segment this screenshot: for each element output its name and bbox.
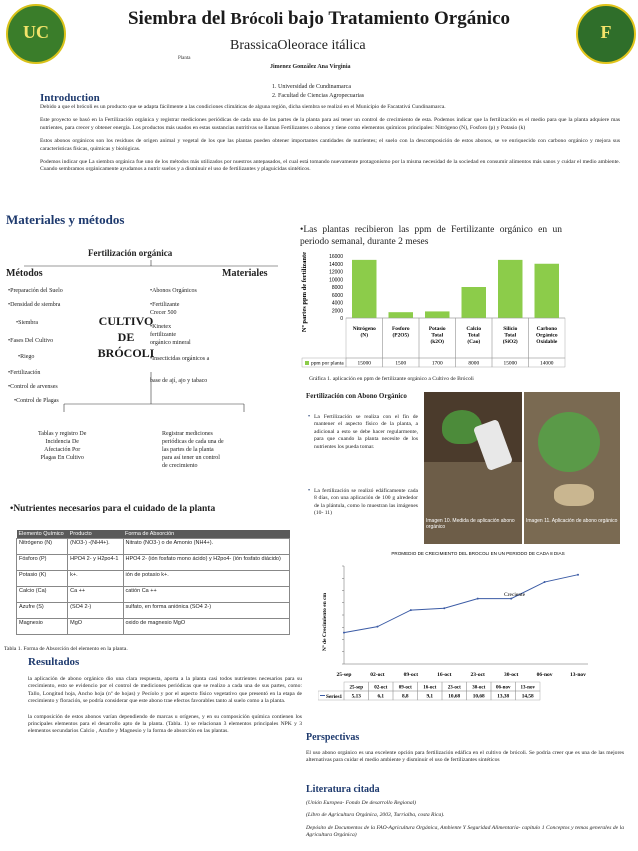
materiales-heading: Materiales y métodos: [6, 212, 125, 227]
ppm-ylabel: Nº partes ppm de fertilizante: [301, 252, 308, 333]
ppm-category-label: Carbono Orgánico Oxidable: [535, 326, 558, 345]
ppm-category-label: Fosforo (P2O5): [391, 326, 410, 339]
table-row: Fósforo (P) HPO4 2- y H2po4-1 HPO4 2- (ión fosfato mono ácido) y H2po4- (ión fosfato diácido): [17, 555, 290, 571]
metodo-item: •Preparación del Suelo: [8, 288, 63, 294]
logo-mark-icon: UC: [23, 22, 49, 42]
metodo-item: •Fases Del Cultivo: [8, 338, 54, 344]
material-item: •Kinetex: [150, 324, 172, 330]
metodo-item: •Fertilización: [8, 370, 41, 376]
poster-title: Siembra del Brócoli bajo Tratamiento Orgánico: [127, 8, 511, 29]
cultivo-center: CULTIVO DE BRÓCOLI: [97, 314, 155, 360]
ppm-caption: Gráfica 1. aplicación en ppm de fertilizante orgánico a Cultivo de Brócoli: [309, 376, 474, 382]
table-header: Forma de Absorción: [123, 530, 290, 539]
ppm-bar: [352, 260, 377, 318]
ppm-bar: [425, 311, 450, 318]
material-item: base de ají, ajo y tabaco: [150, 378, 208, 384]
growth-table-category: 30-oct: [472, 685, 486, 691]
nutrientes-table: [16, 530, 290, 635]
metodo-item: •Control de Plagas: [14, 398, 59, 404]
ppm-heading: •Las plantas recibieron las ppm de Fertilizante orgánico en un periodo semanal, durante 2 meses: [300, 225, 562, 247]
ppm-bar: [498, 260, 523, 318]
resultados-text: la aplicación de abono orgánico dio una clara respuesta, aporta a la planta casi todos nutrientes necesarios para su crecimiento, esto se evidencio por el control de mediciones periódicas que se realizo a cada una de sus partes, como: Tallo, Longitud hoja, Ancho hoja (nº de hojas) y Pecíolo y por el aspecto físico vegetativo que presentó en la etapa de crecimiento y floración, se podría considerar que este abono trae efectos favorables tanto al suelo como a la planta. la composición de estos abonos varían dependiendo de marcas u orígenes, y en su composición química contienen los principales elementos para el desarrollo apto de la planta. (Tabla. 1) se relacionan 3 elementos principales NPK y 3 elementos secundarios Calcio , Azufre y Magnesio y la forma de absorción en las plantas.: [28, 676, 302, 735]
growth-table-category: 09-oct: [398, 685, 412, 691]
logo-mark-icon: F: [600, 22, 612, 42]
ppm-ytick: 12000: [329, 269, 343, 276]
plant-leaves-icon: [538, 412, 600, 472]
ppm-value-label: 15000: [503, 360, 517, 367]
bottom-left-box: Tablas y registro De Incidencia De Afectación Por Plagas En Cultivo: [38, 431, 87, 461]
growth-chart: [318, 552, 638, 718]
metodo-item: •Densidad de siembra: [8, 302, 61, 308]
photo-abono-application: Imagen 11. Aplicación de abono orgánico: [524, 392, 620, 544]
ppm-ytick: 10000: [329, 277, 343, 284]
ppm-value-label: 15000: [357, 360, 371, 367]
growth-table-category: 23-oct: [447, 685, 461, 691]
diagram-title: Fertilización orgánica: [88, 248, 173, 258]
growth-xtick-label: 23-oct: [470, 672, 485, 678]
growth-xtick-label: 16-oct: [437, 672, 452, 678]
growth-point: [544, 581, 546, 583]
table-row: Nitrógeno (N) (NO3-) -(NH4+). Nitrato (NO3-) o de Amonio (NH4+).: [17, 539, 290, 555]
growth-chart-svg: [318, 552, 638, 718]
growth-ylabel: Nº de Crecimiento en cm: [322, 592, 328, 652]
growth-value-label: 8,8: [401, 693, 409, 700]
growth-value-label: 9,1: [426, 693, 434, 700]
poster-subtitle: BrassicaOleorace itálica: [230, 38, 366, 53]
growth-table-category: 16-oct: [423, 685, 437, 691]
ppm-chart-svg: [300, 252, 622, 370]
ppm-bar: [462, 287, 487, 318]
growth-point: [343, 632, 345, 634]
growth-xtick-label: 06-nov: [536, 672, 553, 678]
literatura-heading: Literatura citada: [306, 784, 380, 795]
nutrientes-heading: •Nutrientes necesarios para el cuidado de la planta: [10, 504, 216, 514]
material-item: •Abonos Orgánicos: [150, 288, 197, 294]
growth-xtick-label: 02-oct: [370, 672, 385, 678]
photo-abono-measure: Imagen 10. Medida de aplicación abono orgánico: [424, 392, 522, 544]
ppm-value-label: 14000: [540, 360, 554, 367]
ppm-chart: [300, 252, 622, 370]
ppm-bar: [535, 264, 560, 318]
literatura-refs: (Unión Europea- Fondo De desarrollo Regional) (Libro de Agricultura Orgánica, 2003, Turrialba, costa Rica). Depósito de Documentos de la FAO-Agricultura Orgánica, Ambiente Y Seguridad Alimentaria- capitulo 1 Conceptos y temas generales de la Agricultura Orgánica): [306, 800, 624, 839]
methods-diagram: [4, 232, 298, 498]
metodos-label: Métodos: [6, 268, 43, 279]
ppm-legend-label: ppm por planta: [311, 360, 344, 367]
growth-xtick-label: 13-nov: [570, 672, 586, 678]
table-row: Potasio (K) k+. ión de potasio k+.: [17, 571, 290, 587]
growth-value-label: 6,1: [377, 693, 385, 700]
fert-bullet-2: La fertilización se realizó edáficamente cada 8 días, con una aplicación de 100 g alrededor de la plántula, como lo muestran las imágenes (10- 11): [314, 488, 418, 517]
ppm-ytick: 16000: [329, 254, 343, 260]
ppm-ytick: 6000: [331, 292, 343, 299]
ppm-category-label: Nitrógeno (N): [352, 326, 376, 339]
growth-point: [477, 598, 479, 600]
table-row: Calcio (Ca) Ca ++ catión Ca ++: [17, 587, 290, 603]
ppm-bar: [389, 312, 414, 318]
growth-point: [376, 626, 378, 628]
growth-value-label: 14,58: [521, 693, 534, 700]
material-item: orgánico mineral: [150, 340, 191, 346]
ppm-ytick: 14000: [329, 261, 343, 268]
ppm-ytick: 0: [340, 316, 343, 322]
growth-series-line: [344, 575, 578, 633]
growth-title: PROMEDIO DE CRECIMIENTO DEL BRÓCOLI EN UN PERIODO DE CADA 8 DIAS: [391, 552, 565, 556]
growth-table-category: 25-sep: [349, 685, 364, 691]
authors: Jimenez González Ana Virginia: [270, 64, 351, 70]
faculty-logo-right: [576, 4, 636, 64]
perspectivas-text: El uso abono orgánico es una excelente opción para fertilización edáfica en el cultivo de brócoli. Se podría creer que es una de las mejores alternativas para cuidar el medio ambiente y disminuir el uso de fertilizantes sintéticos: [306, 750, 624, 764]
growth-table-category: 06-nov: [496, 685, 511, 691]
growth-value-label: 5,13: [351, 693, 361, 700]
table-caption: Tabla 1. Forma de Absorción del elemento en la planta.: [4, 646, 128, 652]
growth-table-category: 13-nov: [520, 685, 535, 691]
ppm-value-label: 1700: [431, 360, 443, 367]
perspectivas-heading: Perspectivas: [306, 732, 360, 743]
table-header: Producto: [68, 530, 123, 539]
ppm-ytick: 4000: [331, 300, 343, 307]
table-header: Elemento Químico: [17, 530, 68, 539]
growth-point: [410, 609, 412, 611]
affiliations: 1. Universidad de Cundinamarca 2. Facultad de Ciencias Agropecuarias: [272, 84, 365, 99]
ppm-value-label: 8000: [468, 360, 480, 367]
ppm-category-label: Silicio Total (SiO2): [502, 326, 518, 345]
bullet-icon: •: [308, 488, 311, 494]
intro-text: Debido a que el brócoli es un producto que se adapta fácilmente a las condiciones climáticas de alguna región, dicha siembra se realizó en el Municipio de Facatativá Cundinamarca. Este proyecto se basó en la Fertilización orgánica y registrar mediciones periódicas de cada una de las partes de la planta para así tener un control de crecimiento de esta. Podemos indicar que la fertilización es el medio para que la planta adquiere mas nutrientes, para crecer y obtener energía. Los productos más usados en estas sustancias nutritivas se llaman Fertilizantes o abonos y tiene como elementos químicos principales: Nitrógeno (N), Fosforo (p) y Potasio (k) Estos abonos orgánicos son los residuos de origen animal y vegetal de los que las plantas pueden obtener importantes cantidades de nutrientes; el suelo con la descomposición de estos abonos, se ve enriquecido con carbono orgánico y mejora sus características físicas, químicas y biológicas. Podemos indicar que La siembra orgánica fue uno de los métodos más utilizados por nuestros antepasados, el cual está tomando nuevamente protagonismo por la misma necesidad de la sociedad en consumir alimentos más sanos y cuidar el medio ambiente. Cuando sembramos orgánicamente ayudamos a nutrir suelos y a disminuir el uso de fertilizantes y plaguicidas sintéticos.: [40, 104, 620, 173]
growth-point: [443, 607, 445, 609]
growth-table-category: 02-oct: [374, 685, 388, 691]
growth-xtick-label: 25-sep: [336, 672, 352, 678]
growth-xtick-label: 09-oct: [403, 672, 419, 678]
fert-heading: Fertilización con Abono Orgánico: [306, 392, 407, 400]
ppm-ytick: 8000: [331, 285, 343, 291]
growth-point: [577, 574, 579, 576]
ppm-legend-swatch: [305, 361, 309, 365]
metodo-item: •Siembra: [16, 320, 39, 326]
bullet-icon: •: [308, 414, 311, 420]
growth-series-label: Creciente: [504, 592, 526, 598]
ppm-ytick: 2000: [331, 308, 343, 315]
metodo-item: •Riego: [18, 354, 35, 360]
ppm-category-label: Potasio Total (k2O): [428, 326, 446, 345]
intro-heading: Introduction: [40, 92, 100, 104]
bottom-right-box: Registrar mediciones periódicas de cada una de las partes de la planta para así tener un control de crecimiento: [162, 431, 224, 469]
growth-legend-label: Series1: [326, 694, 343, 700]
table-row: Azufre (S) (SO4 2-) sulfato, en forma aniónica (SO4 2-): [17, 603, 290, 619]
growth-value-label: 13,38: [497, 693, 510, 700]
ppm-category-label: Calcio Total (Cao): [466, 326, 482, 345]
growth-value-label: 10,68: [448, 693, 461, 700]
material-item: •Fertilizante: [150, 302, 180, 308]
material-item: Crecer 500: [150, 310, 177, 316]
table-row: Magnesio MgO oxido de magnesio MgO: [17, 619, 290, 635]
growth-xtick-label: 30-oct: [503, 672, 519, 678]
growth-value-label: 10,68: [472, 693, 485, 700]
materiales-label: Materiales: [222, 268, 268, 279]
small-label: Planta: [178, 56, 191, 61]
resultados-heading: Resultados: [28, 656, 80, 668]
material-item: fertilizante: [150, 332, 176, 338]
material-item: •Insecticidas orgánicos a: [150, 356, 210, 362]
university-logo-left: [6, 4, 66, 64]
metodo-item: •Control de arvenses: [8, 384, 58, 390]
fert-bullet-1: La Fertilización se realiza con el fin de mantener el aspecto físico de la planta, a adicional a esto se debe hacer regularmente, para que cuando la planta necesite de los nutrientes los pueda tomar.: [314, 414, 418, 450]
ppm-value-label: 1500: [395, 360, 407, 367]
